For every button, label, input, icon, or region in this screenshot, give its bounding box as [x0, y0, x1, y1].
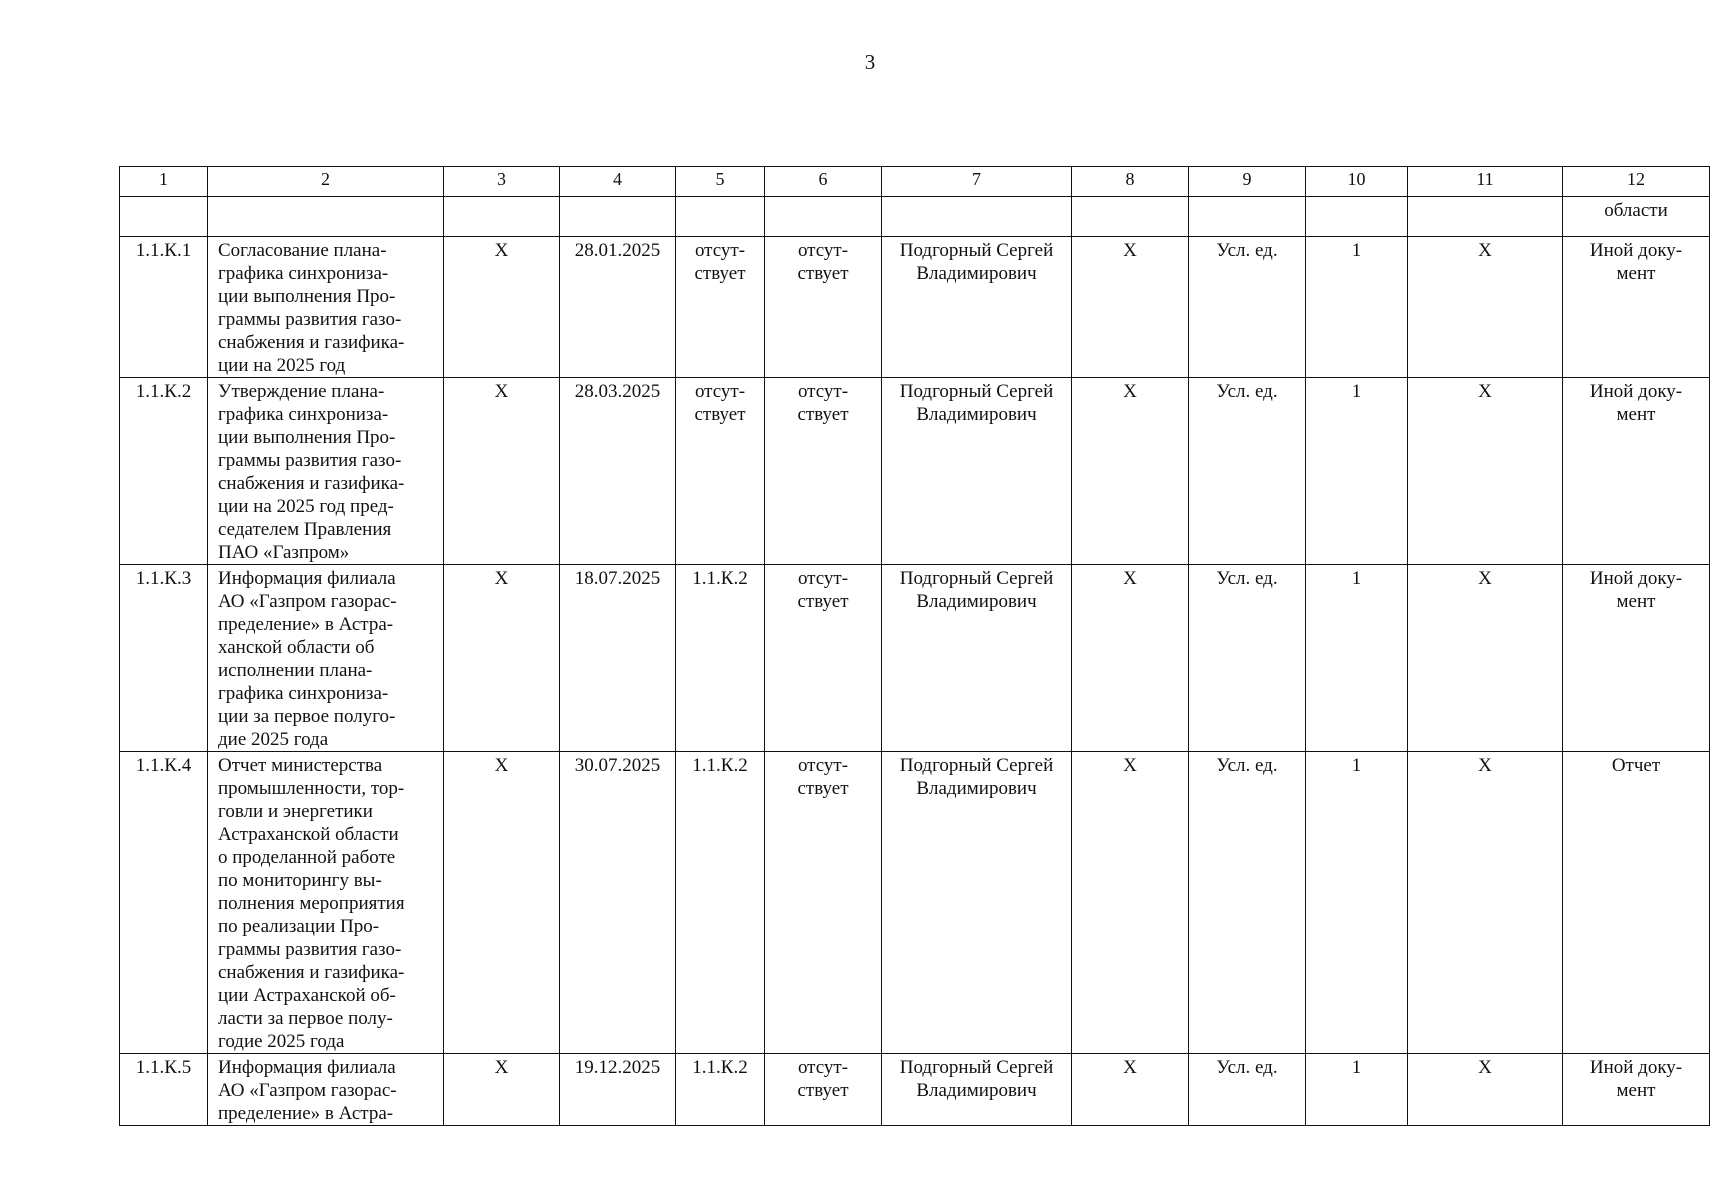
column-number: 1 — [120, 167, 208, 197]
row-code: 1.1.К.2 — [120, 378, 208, 565]
column-number: 10 — [1306, 167, 1408, 197]
cell-mark: Х — [1072, 565, 1189, 752]
cell-mark: Х — [1408, 1054, 1563, 1126]
row-value: 1 — [1306, 1054, 1408, 1126]
column-number: 2 — [208, 167, 444, 197]
cell-mark: Х — [444, 565, 560, 752]
table-cell: области — [1563, 197, 1710, 237]
table-row — [120, 565, 1710, 752]
cell-col6: отсут- ствует — [765, 752, 882, 1054]
row-date: 18.07.2025 — [560, 565, 676, 752]
row-code: 1.1.К.3 — [120, 565, 208, 752]
row-code: 1.1.К.5 — [120, 1054, 208, 1126]
column-number: 5 — [676, 167, 765, 197]
cell-col6: отсут- ствует — [765, 378, 882, 565]
cell-mark: Х — [444, 752, 560, 1054]
cell-mark: Х — [1072, 752, 1189, 1054]
continuation-row — [120, 197, 1710, 237]
page-number: 3 — [864, 50, 876, 74]
row-date: 19.12.2025 — [560, 1054, 676, 1126]
row-doc-type: Иной доку- мент — [1563, 1054, 1710, 1126]
table-cell — [676, 197, 765, 237]
column-number: 12 — [1563, 167, 1710, 197]
row-doc-type: Иной доку- мент — [1563, 237, 1710, 378]
column-number: 6 — [765, 167, 882, 197]
table-cell — [1072, 197, 1189, 237]
table-cell — [208, 197, 444, 237]
table-cell — [560, 197, 676, 237]
cell-predecessor: отсут- ствует — [676, 237, 765, 378]
cell-mark: Х — [444, 378, 560, 565]
row-doc-type: Иной доку- мент — [1563, 378, 1710, 565]
cell-predecessor: 1.1.К.2 — [676, 565, 765, 752]
cell-mark: Х — [1072, 1054, 1189, 1126]
cell-col6: отсут- ствует — [765, 237, 882, 378]
table-cell — [1189, 197, 1306, 237]
row-date: 28.03.2025 — [560, 378, 676, 565]
row-unit: Усл. ед. — [1189, 378, 1306, 565]
row-unit: Усл. ед. — [1189, 752, 1306, 1054]
cell-predecessor: 1.1.К.2 — [676, 1054, 765, 1126]
cell-mark: Х — [444, 237, 560, 378]
row-unit: Усл. ед. — [1189, 565, 1306, 752]
cell-col6: отсут- ствует — [765, 565, 882, 752]
cell-mark: Х — [1408, 237, 1563, 378]
column-number: 3 — [444, 167, 560, 197]
row-code: 1.1.К.4 — [120, 752, 208, 1054]
column-number: 9 — [1189, 167, 1306, 197]
column-number: 11 — [1408, 167, 1563, 197]
table-cell — [120, 197, 208, 237]
table-cell — [1408, 197, 1563, 237]
row-description: Отчет министерства промышленности, тор- говли и энергетики Астраханской области о проделанной работе по мониторингу вы- полнения мероприятия по реализации Про- граммы развития газо- снабжения и газифика- ции Астраханской об- ласти за первое полу- годие 2025 года — [208, 752, 444, 1054]
table-row — [120, 237, 1710, 378]
row-responsible: Подгорный Сергей Владимирович — [882, 237, 1072, 378]
row-date: 30.07.2025 — [560, 752, 676, 1054]
row-code: 1.1.К.1 — [120, 237, 208, 378]
row-doc-type: Отчет — [1563, 752, 1710, 1054]
cell-mark: Х — [1408, 378, 1563, 565]
row-description: Информация филиала АО «Газпром газорас- пределение» в Астра- ханской области об исполнении плана- графика синхрониза- ции за первое полуго- дие 2025 года — [208, 565, 444, 752]
row-unit: Усл. ед. — [1189, 237, 1306, 378]
cell-mark: Х — [1408, 752, 1563, 1054]
row-doc-type: Иной доку- мент — [1563, 565, 1710, 752]
row-value: 1 — [1306, 752, 1408, 1054]
table-cell — [882, 197, 1072, 237]
cell-col6: отсут- ствует — [765, 1054, 882, 1126]
cell-predecessor: отсут- ствует — [676, 378, 765, 565]
column-number: 7 — [882, 167, 1072, 197]
row-unit: Усл. ед. — [1189, 1054, 1306, 1126]
row-value: 1 — [1306, 565, 1408, 752]
row-date: 28.01.2025 — [560, 237, 676, 378]
cell-mark: Х — [444, 1054, 560, 1126]
table-row — [120, 378, 1710, 565]
row-description: Информация филиала АО «Газпром газорас- пределение» в Астра- — [208, 1054, 444, 1126]
table-cell — [444, 197, 560, 237]
column-number-row — [120, 167, 1710, 197]
row-description: Согласование плана- графика синхрониза- ции выполнения Про- граммы развития газо- снабжения и газифика- ции на 2025 год — [208, 237, 444, 378]
cell-predecessor: 1.1.К.2 — [676, 752, 765, 1054]
column-number: 8 — [1072, 167, 1189, 197]
row-responsible: Подгорный Сергей Владимирович — [882, 378, 1072, 565]
row-responsible: Подгорный Сергей Владимирович — [882, 752, 1072, 1054]
table-row — [120, 1054, 1710, 1126]
row-responsible: Подгорный Сергей Владимирович — [882, 1054, 1072, 1126]
table-cell — [1306, 197, 1408, 237]
row-value: 1 — [1306, 378, 1408, 565]
table-cell — [765, 197, 882, 237]
table-row — [120, 752, 1710, 1054]
cell-mark: Х — [1408, 565, 1563, 752]
row-responsible: Подгорный Сергей Владимирович — [882, 565, 1072, 752]
cell-mark: Х — [1072, 378, 1189, 565]
row-value: 1 — [1306, 237, 1408, 378]
column-number: 4 — [560, 167, 676, 197]
cell-mark: Х — [1072, 237, 1189, 378]
row-description: Утверждение плана- графика синхрониза- ции выполнения Про- граммы развития газо- снабжения и газифика- ции на 2025 год пред- седателем Правления ПАО «Газпром» — [208, 378, 444, 565]
plan-table — [119, 166, 1710, 1126]
